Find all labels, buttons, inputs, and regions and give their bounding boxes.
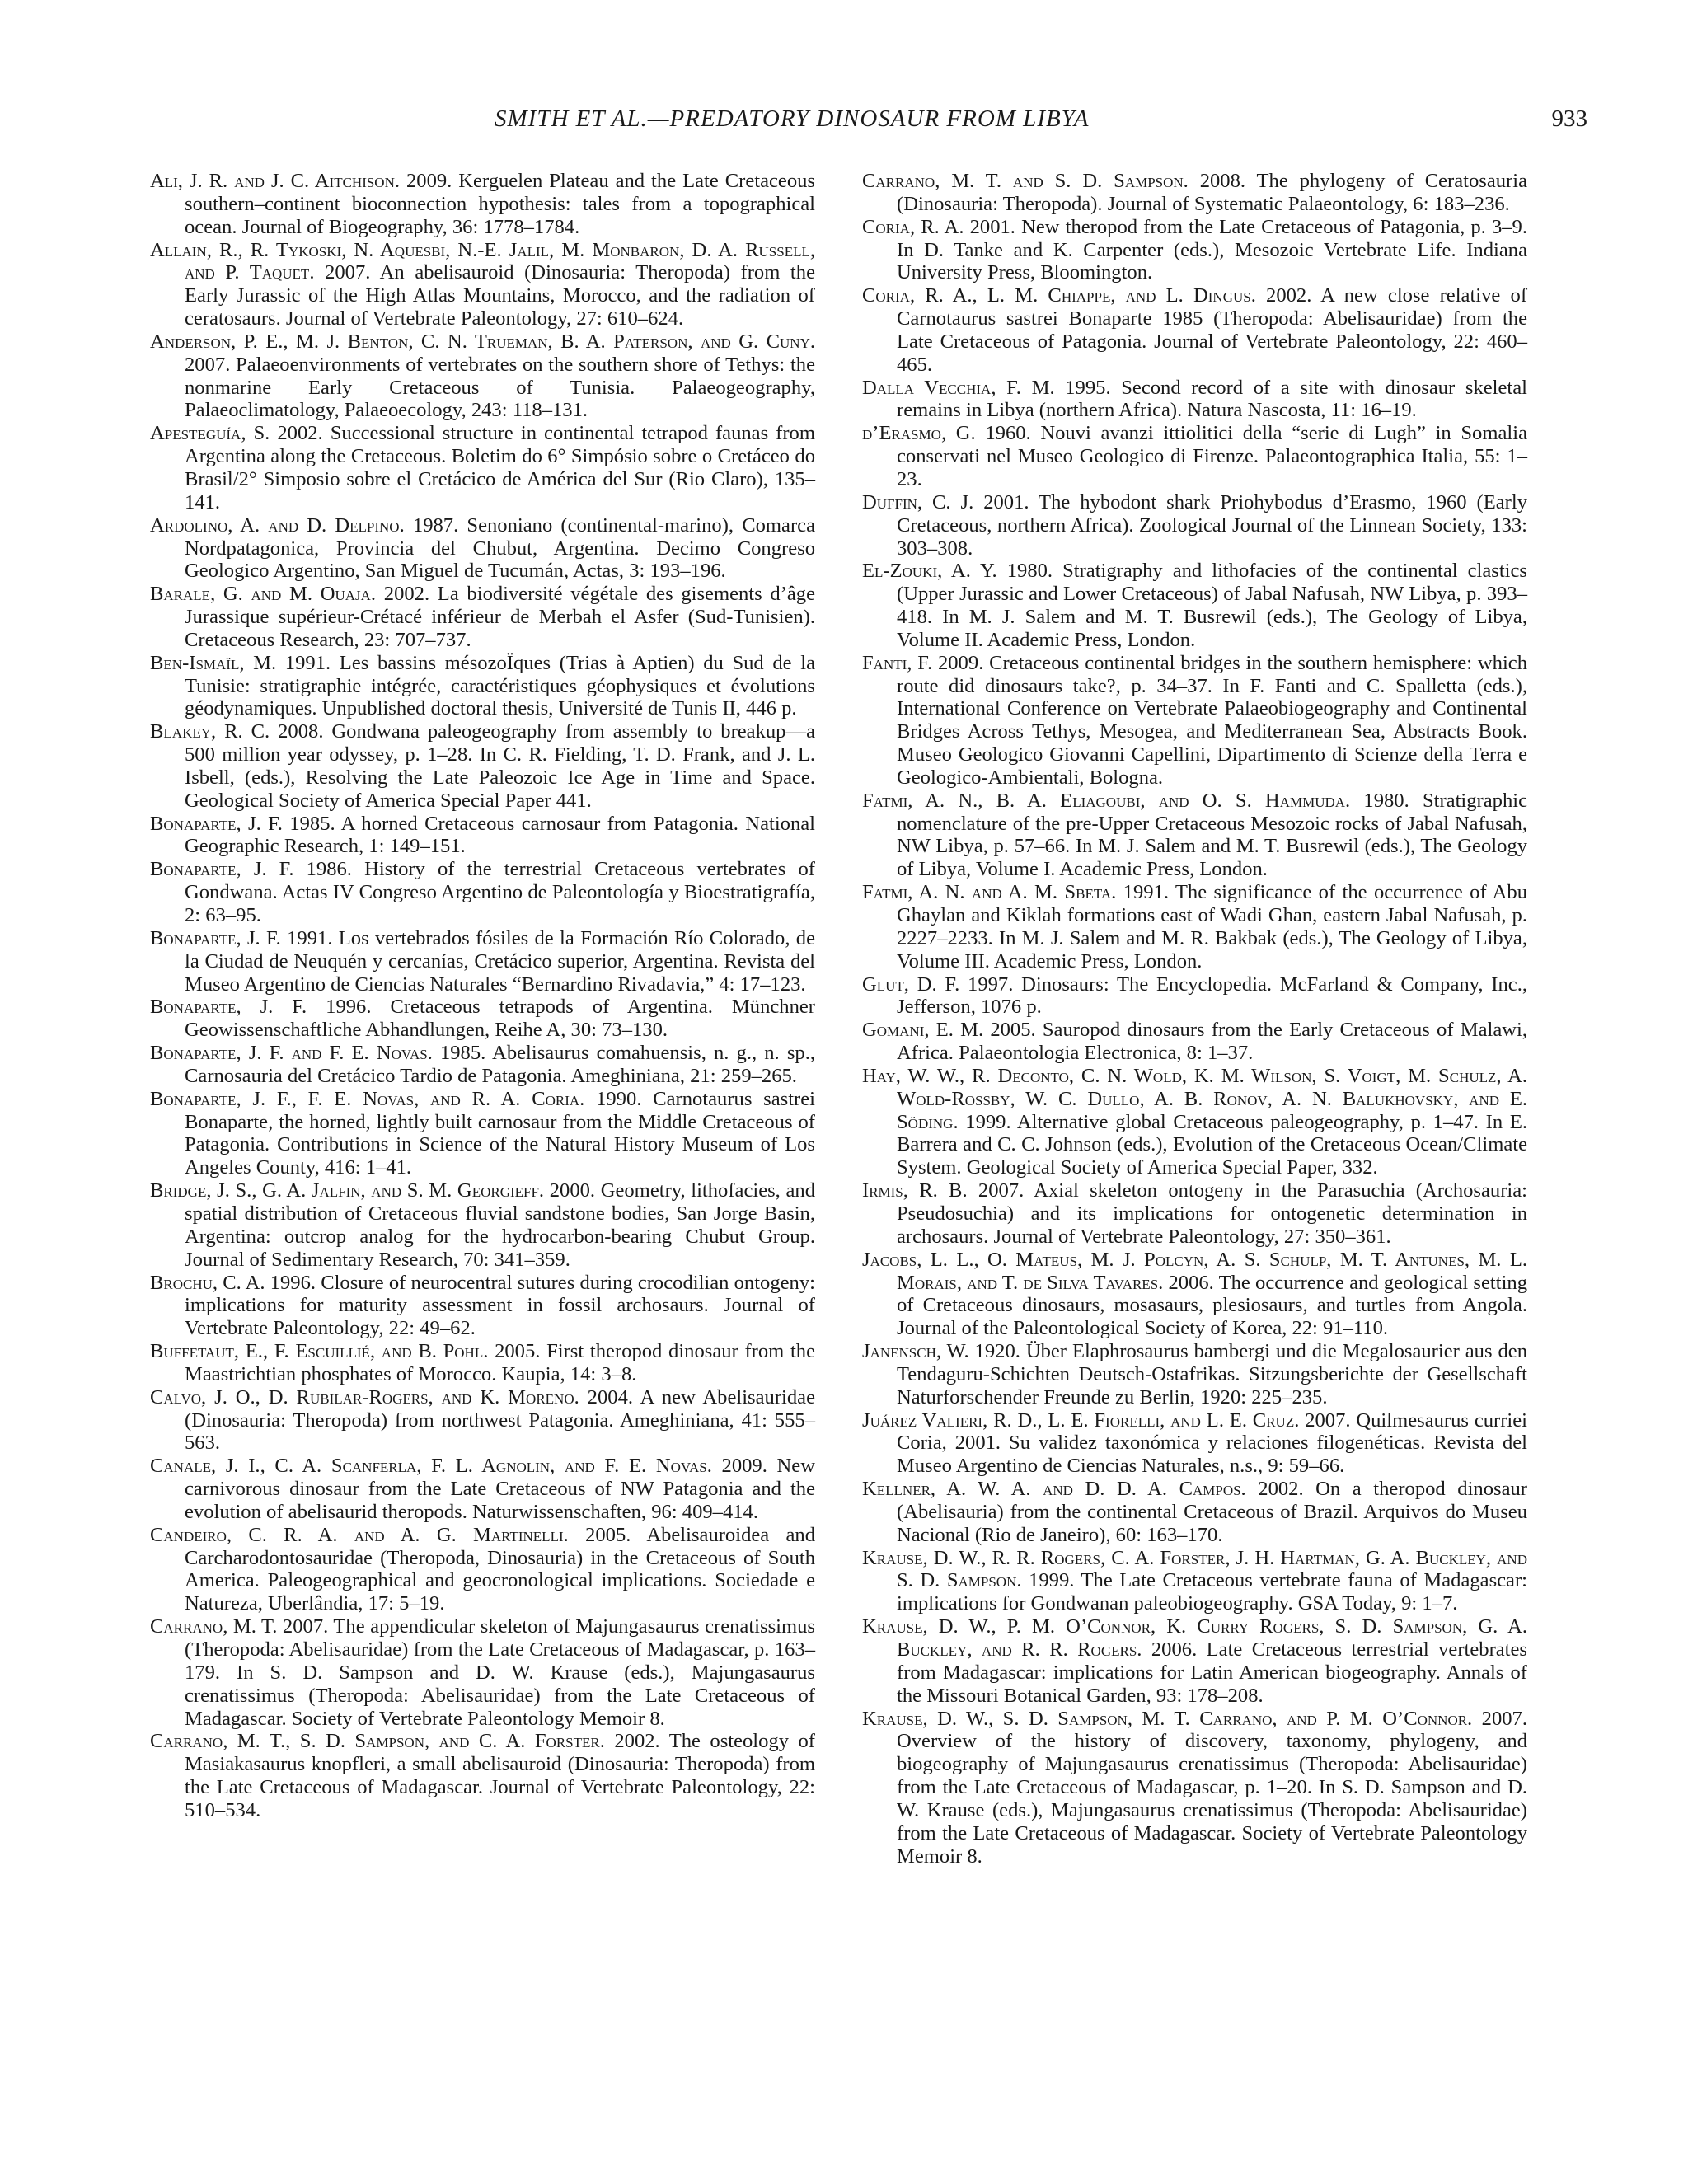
reference-citation: 2007. An abelisauroid (Dinosauria: Theropoda) from the Early Jurassic of the High Atlas Mountains, Morocco, and the radiation of ceratosaurs. Journal of Vertebrate Paleontology, 27: 610–624. <box>185 261 815 330</box>
reference-citation: 1985. A horned Cretaceous carnosaur from Patagonia. National Geographic Research, 1: 149–151. <box>185 812 815 858</box>
reference-citation: 2004. A new Abelisauridae (Dinosauria: Theropoda) from northwest Patagonia. Ameghiniana, 41: 555–563. <box>185 1385 815 1455</box>
reference-citation: 1991. The significance of the occurrence of Abu Ghaylan and Kiklah formations east of Wadi Ghan, eastern Jabal Nafusah, p. 2227–2233. In M. J. Salem and M. R. Bakbak (eds.), The Geology of Libya, Volume III. Academic Press, London. <box>897 881 1527 972</box>
reference-entry <box>150 1272 815 1341</box>
reference-entry <box>862 1478 1527 1547</box>
reference-citation: 2002. The osteology of Masiakasaurus knopfleri, a small abelisauroid (Dinosauria: Theropoda) from the Late Cretaceous of Madagascar. Journal of Vertebrate Paleontology, 22: 510–534. <box>185 1730 815 1821</box>
reference-entry <box>862 284 1527 376</box>
reference-entry <box>862 1340 1527 1409</box>
reference-citation: 2008. The phylogeny of Ceratosauria (Dinosauria: Theropoda). Journal of Systematic Palaeontology, 6: 183–236. <box>897 170 1527 215</box>
reference-entry <box>862 1615 1527 1707</box>
reference-authors: Coria, R. A., L. M. Chiappe, and L. Dingus. <box>862 284 1256 307</box>
reference-citation: 2005. Sauropod dinosaurs from the Early Cretaceous of Malawi, Africa. Palaeontologia Electronica, 8: 1–37. <box>897 1019 1527 1065</box>
reference-authors: Jacobs, L. L., O. Mateus, M. J. Polcyn, A. S. Schulp, M. T. Antunes, M. L. Morais, and T. de Silva Tavares. <box>862 1248 1527 1294</box>
reference-authors: Ben-Ismaïl, M. <box>150 651 277 674</box>
references-column-left <box>150 170 815 1822</box>
reference-authors: Bonaparte, J. F. <box>150 996 307 1019</box>
reference-entry <box>862 491 1527 560</box>
reference-entry <box>862 1708 1527 1868</box>
reference-citation: 1985. Abelisaurus comahuensis, n. g., n. sp., Carnosauria del Cretácico Tardio de Patagonia. Ameghiniana, 21: 259–265. <box>185 1042 815 1087</box>
reference-citation: 2002. La biodiversité végétale des gisements d’âge Jurassique supérieur-Crétacé inférieur de Merbah el Asfer (Sud-Tunisien). Cretaceous Research, 23: 707–737. <box>185 583 815 651</box>
reference-entry <box>862 973 1527 1019</box>
reference-citation: 2002. A new close relative of Carnotaurus sastrei Bonaparte 1985 (Theropoda: Abelisauridae) from the Late Cretaceous of Patagonia. Journal of Vertebrate Paleontology, 22: 460–465. <box>897 284 1528 376</box>
reference-entry <box>150 1179 815 1271</box>
reference-citation: 1995. Second record of a site with dinosaur skeletal remains in Libya (northern Africa). Natura Nascosta, 11: 16–19. <box>897 376 1527 422</box>
reference-citation: 2006. Late Cretaceous terrestrial vertebrates from Madagascar: implications for Latin American biogeography. Annals of the Missouri Botanical Garden, 93: 178–208. <box>897 1638 1527 1707</box>
reference-authors: Glut, D. F. <box>862 972 960 996</box>
reference-citation: 2009. Kerguelen Plateau and the Late Cretaceous southern–continent bioconnection hypothesis: tales from a topographical ocean. Journal of Biogeography, 36: 1778–1784. <box>185 170 815 238</box>
reference-entry <box>150 1340 815 1386</box>
reference-authors: Irmis, R. B. <box>862 1179 968 1202</box>
reference-citation: 2007. Palaeoenvironments of vertebrates on the southern shore of Tethys: the nonmarine Early Cretaceous of Tunisia. Palaeogeography, Palaeoclimatology, Palaeoecology, 243: 118–131. <box>185 353 815 422</box>
reference-citation: 2002. Successional structure in continental tetrapod faunas from Argentina along the Cretaceous. Boletim do 6° Simpósio sobre o Cretáceo do Brasil/2° Simposio sobre el Cretácico de América del Sur (Rio Claro), 135–141. <box>185 422 815 513</box>
reference-authors: Ali, J. R. and J. C. Aitchison. <box>150 170 401 192</box>
reference-entry <box>862 652 1527 790</box>
reference-citation: 2007. Axial skeleton ontogeny in the Parasuchia (Archosauria: Pseudosuchia) and its implications for ontogenetic determination in archosaurs. Journal of Vertebrate Paleontology, 27: 350–361. <box>897 1179 1527 1248</box>
reference-authors: Janensch, W. <box>862 1340 969 1363</box>
reference-entry <box>150 422 815 513</box>
reference-authors: Bonaparte, J. F. <box>150 812 283 835</box>
reference-entry <box>862 560 1527 651</box>
reference-citation: 1990. Carnotaurus sastrei Bonaparte, the horned, lightly built carnosaur from the Middle Cretaceous of Patagonia. Contributions in Science of the Natural History Museum of Los Angeles County, 416: 1–41. <box>185 1087 815 1179</box>
reference-entry <box>150 583 815 652</box>
reference-authors: Carrano, M. T. <box>150 1615 278 1638</box>
reference-authors: Candeiro, C. R. A. and A. G. Martinelli. <box>150 1523 569 1546</box>
reference-citation: 1960. Nouvi avanzi ittiolitici della “serie di Lugh” in Somalia conservati nel Museo Geologico di Firenze. Palaeontographica Italia, 55: 1–23. <box>897 422 1527 490</box>
reference-citation: 1987. Senoniano (continental-marino), Comarca Nordpatagonica, Provincia del Chubut, Argentina. Decimo Congreso Geologico Argentino, San Miguel de Tucumán, Actas, 3: 193–196. <box>185 513 815 583</box>
reference-citation: 2000. Geometry, lithofacies, and spatial distribution of Cretaceous fluvial sandstone bodies, San Jorge Basin, Argentina: outcrop analog for the hydrocarbon-bearing Chubut Group. Journal of Sedimentary Research, 70: 341–359. <box>185 1179 815 1271</box>
reference-entry <box>862 216 1527 285</box>
reference-authors: Fatmi, A. N., B. A. Eliagoubi, and O. S. Hammuda. <box>862 789 1351 812</box>
reference-entry <box>862 1019 1527 1065</box>
reference-authors: d’Erasmo, G. <box>862 422 976 445</box>
reference-authors: Fanti, F. <box>862 651 933 674</box>
reference-entry <box>862 377 1527 423</box>
reference-citation: 1991. Los vertebrados fósiles de la Formación Río Colorado, de la Ciudad de Neuquén y cercanías, Cretácico superior, Argentina. Revista del Museo Argentino de Ciencias Naturales “Bernardino Rivadavia,” 4: 17–123. <box>185 926 815 996</box>
reference-authors: El-Zouki, A. Y. <box>862 560 997 583</box>
reference-authors: Krause, D. W., S. D. Sampson, M. T. Carrano, and P. M. O’Connor. <box>862 1707 1473 1730</box>
reference-citation: 2005. Abelisauroidea and Carcharodontosauridae (Theropoda, Dinosauria) in the Cretaceous of South America. Paleogeographical and geocronological implications. Sociedade e Natureza, Uberlândia, 17: 5–19. <box>185 1523 815 1615</box>
reference-authors: Bonaparte, J. F., F. E. Novas, and R. A. Coria. <box>150 1087 585 1110</box>
reference-authors: Fatmi, A. N. and A. M. Sbeta. <box>862 881 1117 904</box>
reference-authors: Carrano, M. T. and S. D. Sampson. <box>862 170 1189 192</box>
reference-entry <box>150 652 815 721</box>
reference-citation: 1920. Über Elaphrosaurus bambergi und die Megalosaurier aus den Tendaguru-Schichten Deutsch-Ostafrikas. Sitzungsberichte der Gesellschaft Naturforschender Freunde zu Berlin, 1920: 225–235. <box>897 1340 1527 1408</box>
reference-entry <box>862 1179 1527 1249</box>
reference-authors: Coria, R. A. <box>862 215 964 238</box>
reference-authors: Bonaparte, J. F. <box>150 858 294 881</box>
reference-authors: Buffetaut, E., F. Escuillié, and B. Pohl. <box>150 1340 489 1363</box>
reference-citation: 1999. The Late Cretaceous vertebrate fauna of Madagascar: implications for Gondwanan paleobiogeography. GSA Today, 9: 1–7. <box>897 1569 1527 1615</box>
reference-citation: 2009. Cretaceous continental bridges in the southern hemisphere: which route did dinosaurs take?, p. 34–37. In F. Fanti and C. Spalletta (eds.), International Conference on Vertebrate Palaeobiogeography and Continental Bridges Across Tethys, Mesogea, and Mediterranean Sea, Abstracts Book. Museo Geologico Giovanni Capellini, Dipartimento di Scienze della Terra e Geologico-Ambientali, Bologna. <box>897 651 1528 789</box>
reference-authors: Juárez Valieri, R. D., L. E. Fiorelli, and L. E. Cruz. <box>862 1408 1300 1432</box>
page-number: 933 <box>1551 105 1587 132</box>
reference-citation: 2001. New theropod from the Late Cretaceous of Patagonia, p. 3–9. In D. Tanke and K. Carpenter (eds.), Mesozoic Vertebrate Life. Indiana University Press, Bloomington. <box>897 215 1527 284</box>
reference-authors: Canale, J. I., C. A. Scanferla, F. L. Agnolin, and F. E. Novas. <box>150 1455 712 1478</box>
reference-authors: Bonaparte, J. F. and F. E. Novas. <box>150 1042 433 1065</box>
page-header <box>0 105 1688 138</box>
reference-entry <box>150 1730 815 1821</box>
reference-entry <box>150 813 815 859</box>
reference-citation: 2002. On a theropod dinosaur (Abelisauria) from the continental Cretaceous of Brazil. Arquivos do Museu Nacional (Rio de Janeiro), 60: 163–170. <box>897 1478 1527 1546</box>
reference-citation: 2006. The occurrence and geological setting of Cretaceous dinosaurs, mosasaurs, plesiosaurs, and turtles from Angola. Journal of the Paleontological Society of Korea, 22: 91–110. <box>897 1271 1527 1340</box>
reference-entry <box>150 330 815 422</box>
reference-authors: Ardolino, A. and D. Delpino. <box>150 513 405 537</box>
reference-authors: Duffin, C. J. <box>862 490 974 513</box>
reference-entry <box>862 1249 1527 1340</box>
reference-citation: 1996. Closure of neurocentral sutures during crocodilian ontogeny: implications for maturity assessment in fossil archosaurs. Journal of Vertebrate Paleontology, 22: 49–62. <box>185 1271 815 1340</box>
reference-authors: Calvo, J. O., D. Rubilar-Rogers, and K. Moreno. <box>150 1385 579 1408</box>
reference-entry <box>150 1386 815 1455</box>
reference-citation: 2008. Gondwana paleogeography from assembly to breakup—a 500 million year odyssey, p. 1–28. In C. R. Fielding, T. D. Frank, and J. L. Isbell, (eds.), Resolving the Late Paleozoic Ice Age in Time and Space. Geological Society of America Special Paper 441. <box>185 720 815 812</box>
reference-authors: Gomani, E. M. <box>862 1019 984 1042</box>
reference-authors: Bridge, J. S., G. A. Jalfin, and S. M. Georgieff. <box>150 1179 545 1202</box>
reference-citation: 1980. Stratigraphy and lithofacies of the continental clastics (Upper Jurassic and Lower Cretaceous) of Jabal Nafusah, NW Libya, p. 393–418. In M. J. Salem and M. T. Busrewil (eds.), The Geology of Libya, Volume II. Academic Press, London. <box>897 560 1527 651</box>
reference-authors: Apesteguía, S. <box>150 422 270 445</box>
reference-entry <box>150 1524 815 1615</box>
reference-entry <box>150 1455 815 1524</box>
reference-authors: Kellner, A. W. A. and D. D. A. Campos. <box>862 1478 1246 1501</box>
reference-authors: Dalla Vecchia, F. M. <box>862 376 1055 399</box>
reference-authors: Allain, R., R. Tykoski, N. Aquesbi, N.-E. Jalil, M. Monbaron, D. A. Russell, and P. Taquet. <box>150 238 815 284</box>
reference-citation: 2007. Overview of the history of discovery, taxonomy, phylogeny, and biogeography of Majungasaurus crenatissimus (Theropoda: Abelisauridae) from the Late Cretaceous of Madagascar, p. 1–20. In S. D. Sampson and D. W. Krause (eds.), Majungasaurus crenatissimus (Theropoda: Abelisauridae) from the Late Cretaceous of Madagascar. Society of Vertebrate Paleontology Memoir 8. <box>897 1707 1527 1868</box>
reference-entry <box>862 1409 1527 1479</box>
reference-citation: 1999. Alternative global Cretaceous paleogeography, p. 1–47. In E. Barrera and C. C. Johnson (eds.), Evolution of the Cretaceous Ocean/Climate System. Geological Society of America Special Paper, 332. <box>897 1110 1527 1179</box>
reference-entry <box>150 996 815 1042</box>
reference-authors: Bonaparte, J. F. <box>150 926 281 949</box>
reference-authors: Anderson, P. E., M. J. Benton, C. N. Trueman, B. A. Paterson, and G. Cuny. <box>150 330 815 353</box>
reference-citation: 1997. Dinosaurs: The Encyclopedia. McFarland & Company, Inc., Jefferson, 1076 p. <box>897 972 1527 1019</box>
reference-citation: 2001. The hybodont shark Priohybodus d’Erasmo, 1960 (Early Cretaceous, northern Africa). Zoological Journal of the Linnean Society, 133: 303–308. <box>897 490 1527 560</box>
reference-authors: Hay, W. W., R. Deconto, C. N. Wold, K. M. Wilson, S. Voigt, M. Schulz, A. Wold-Rossby, W. C. Dullo, A. B. Ronov, A. N. Balukhovsky, and E. Söding. <box>862 1064 1527 1133</box>
reference-entry <box>862 881 1527 972</box>
reference-citation: 1991. Les bassins mésozoÏques (Trias à Aptien) du Sud de la Tunisie: stratigraphie intégrée, caractéristiques géophysiques et évolutions géodynamiques. Unpublished doctoral thesis, Université de Tunis II, 446 p. <box>185 651 815 720</box>
reference-citation: 2005. First theropod dinosaur from the Maastrichtian phosphates of Morocco. Kaupia, 14: 3–8. <box>185 1340 815 1385</box>
reference-authors: Brochu, C. A. <box>150 1271 265 1294</box>
reference-authors: Carrano, M. T., S. D. Sampson, and C. A. Forster. <box>150 1730 605 1753</box>
reference-entry <box>150 514 815 583</box>
reference-authors: Krause, D. W., R. R. Rogers, C. A. Forster, J. H. Hartman, G. A. Buckley, and S. D. Sampson. <box>862 1546 1527 1592</box>
reference-entry <box>862 1065 1527 1179</box>
reference-entry <box>150 1042 815 1088</box>
reference-entry <box>150 927 815 996</box>
reference-authors: Blakey, R. C. <box>150 720 270 743</box>
reference-entry <box>150 1615 815 1730</box>
reference-entry <box>150 858 815 927</box>
reference-citation: 2007. The appendicular skeleton of Majungasaurus crenatissimus (Theropoda: Abelisauridae) from the Late Cretaceous of Madagascar, p. 163–179. In S. D. Sampson and D. W. Krause (eds.), Majungasaurus crenatissimus (Theropoda: Abelisauridae) from the Late Cretaceous of Madagascar. Society of Vertebrate Paleontology Memoir 8. <box>185 1615 815 1730</box>
reference-authors: Krause, D. W., P. M. O’Connor, K. Curry Rogers, S. D. Sampson, G. A. Buckley, and R. R. Rogers. <box>862 1615 1527 1661</box>
reference-entry <box>150 1088 815 1179</box>
running-head: SMITH ET AL.—PREDATORY DINOSAUR FROM LIBYA <box>495 105 1090 132</box>
reference-entry <box>150 170 815 239</box>
reference-citation: 2007. Quilmesaurus curriei Coria, 2001. Su validez taxonómica y relaciones filogenéticas. Revista del Museo Argentino de Ciencias Naturales, n.s., 9: 59–66. <box>897 1408 1527 1478</box>
reference-citation: 2009. New carnivorous dinosaur from the Late Cretaceous of NW Patagonia and the evolution of abelisaurid theropods. Naturwissenschaften, 96: 409–414. <box>185 1455 815 1523</box>
reference-authors: Barale, G. and M. Ouaja. <box>150 583 377 606</box>
reference-entry <box>862 170 1527 216</box>
references-column-right <box>862 170 1527 1868</box>
reference-entry <box>862 1547 1527 1616</box>
reference-entry <box>150 239 815 330</box>
reference-citation: 1986. History of the terrestrial Cretaceous vertebrates of Gondwana. Actas IV Congreso Argentino de Paleontología y Bioestratigrafía, 2: 63–95. <box>185 858 815 926</box>
reference-entry <box>862 422 1527 491</box>
reference-entry <box>862 790 1527 881</box>
reference-entry <box>150 720 815 812</box>
reference-citation: 1980. Stratigraphic nomenclature of the pre-Upper Cretaceous Mesozoic rocks of Jabal Nafusah, NW Libya, p. 57–66. In M. J. Salem and M. T. Busrewil (eds.), The Geology of Libya, Volume I. Academic Press, London. <box>897 789 1527 881</box>
reference-citation: 1996. Cretaceous tetrapods of Argentina. Münchner Geowissenschaftliche Abhandlungen, Reihe A, 30: 73–130. <box>185 996 815 1042</box>
